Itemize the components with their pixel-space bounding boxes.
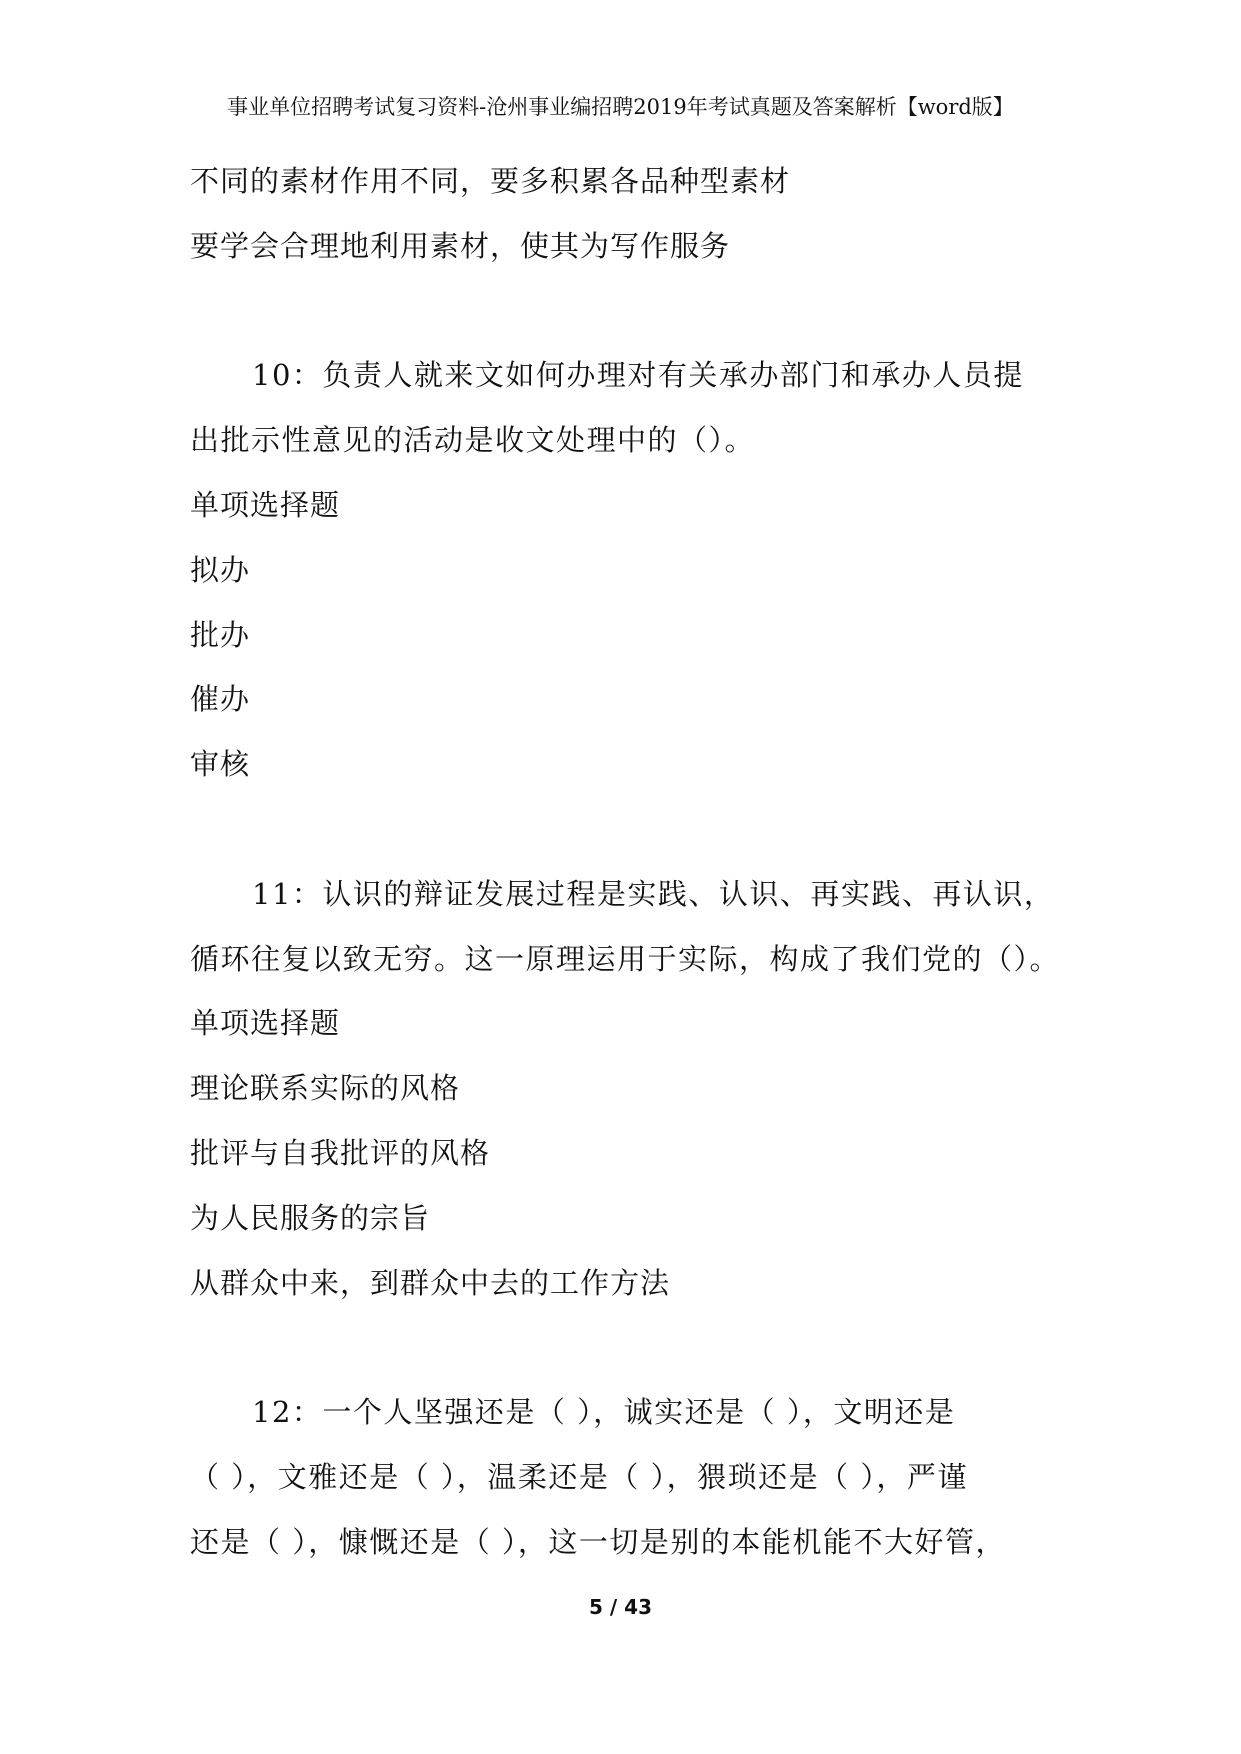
question-10-option-c: 催办 — [190, 682, 251, 717]
paragraph-gap — [190, 1332, 1070, 1397]
question-12 — [190, 1397, 1070, 1591]
question-11-option-d: 从群众中来，到群众中去的工作方法 — [190, 1265, 671, 1300]
question-12-line-1: 12：一个人坚强还是（ ），诚实还是（ ），文明还是 — [252, 1395, 956, 1430]
question-11-option-a: 理论联系实际的风格 — [190, 1071, 461, 1106]
question-12-line-2: （ ），文雅还是（ ），温柔还是（ ），猥琐还是（ ），严谨 — [190, 1459, 968, 1494]
page-number: 5 / 43 — [589, 1595, 652, 1619]
question-11 — [190, 876, 1070, 1333]
question-10-line-2: 出批示性意见的活动是收文处理中的（）。 — [190, 423, 756, 458]
question-10-option-b: 批办 — [190, 617, 251, 652]
question-11-type: 单项选择题 — [190, 1006, 341, 1041]
question-10-option-a: 拟办 — [190, 552, 251, 587]
question-10-line-1: 10：负责人就来文如何办理对有关承办部门和承办人员提 — [252, 358, 1024, 393]
question-10 — [190, 360, 1070, 814]
question-12-line-3: 还是（ ），慷慨还是（ ），这一切是别的本能机能不大好管， — [190, 1524, 1006, 1559]
question-11-option-b: 批评与自我批评的风格 — [190, 1135, 491, 1170]
question-10-option-d: 审核 — [190, 747, 251, 782]
question-11-line-2: 循环往复以致无穷。这一原理运用于实际，构成了我们党的（）。 — [190, 941, 1061, 976]
question-11-option-c: 为人民服务的宗旨 — [190, 1200, 431, 1235]
document-body — [190, 166, 1070, 1592]
paragraph-gap — [190, 296, 1070, 361]
page-header: 事业单位招聘考试复习资料-沧州事业编招聘2019年考试真题及答案解析【word版】 — [227, 95, 1014, 119]
question-10-type: 单项选择题 — [190, 487, 341, 522]
paragraph-gap — [190, 814, 1070, 879]
intro-line-1: 不同的素材作用不同，要多积累各品种型素材 — [190, 164, 791, 198]
intro-line-2: 要学会合理地利用素材，使其为写作服务 — [190, 228, 731, 263]
question-11-line-1: 11：认识的辩证发展过程是实践、认识、再实践、再认识， — [252, 876, 1055, 911]
